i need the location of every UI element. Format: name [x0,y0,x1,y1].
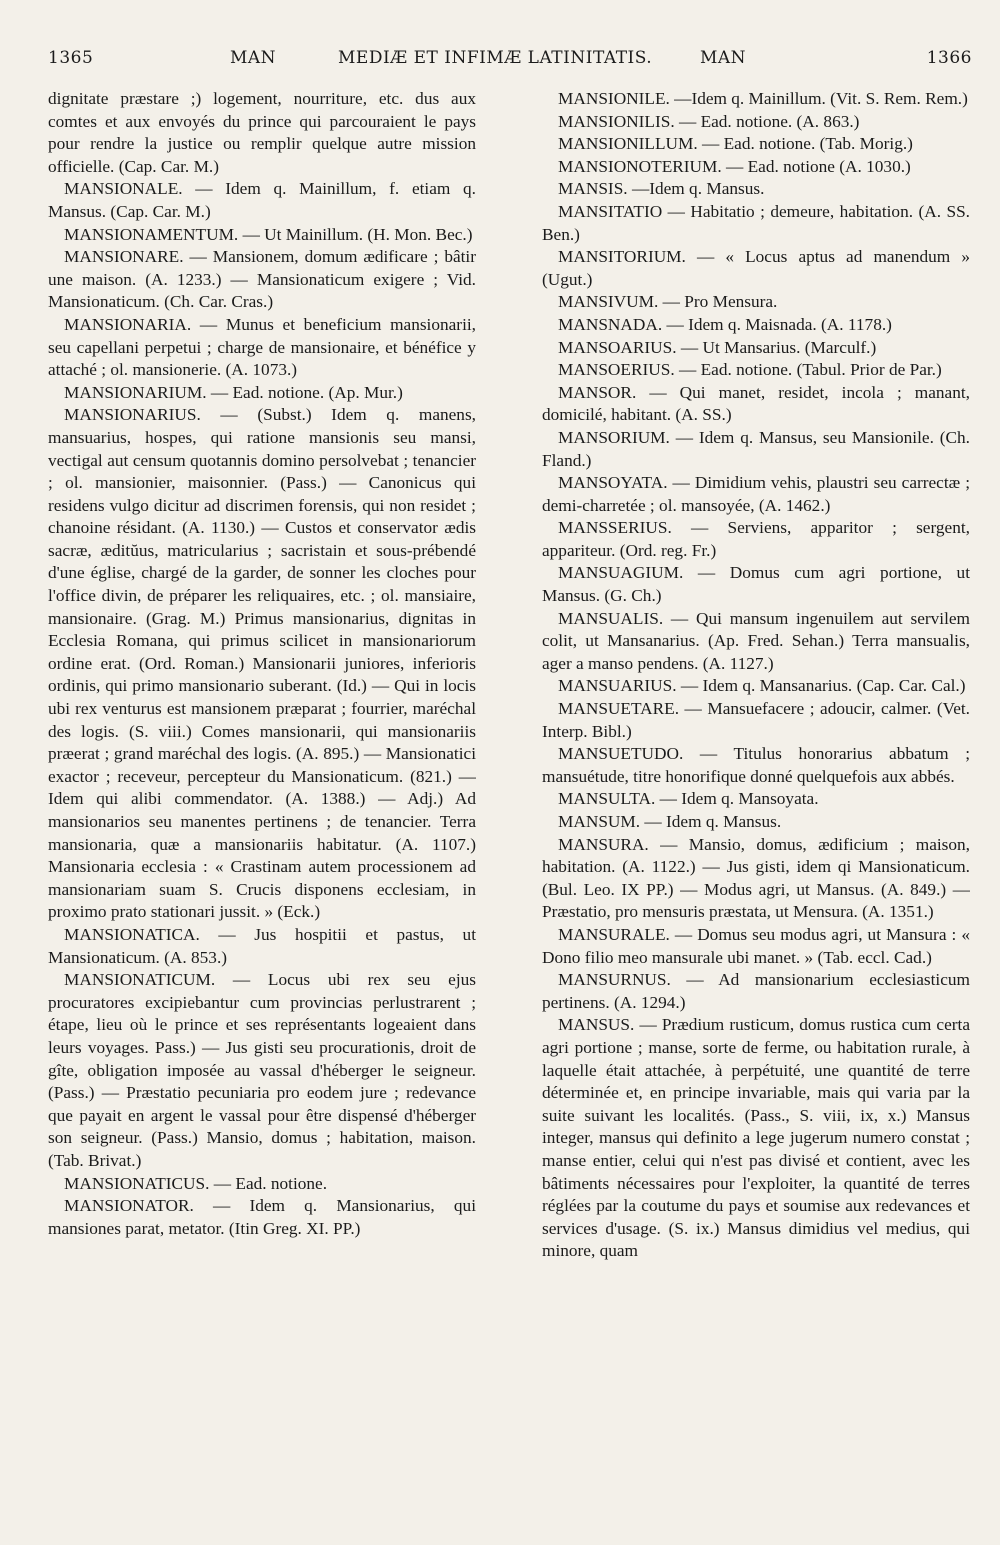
right-running-word: MAN [700,48,747,68]
entry-mansitorium: MANSITORIUM. — « Locus aptus ad manendum » (Ugut.) [542,247,970,289]
running-title: MEDIÆ ET INFIMÆ LATINITATIS. [338,48,653,68]
entry-mansor: MANSOR. — Qui manet, residet, incola ; manant, domicilé, habitant. (A. SS.) [542,382,970,425]
dictionary-columns [48,88,970,1508]
entry-mansitatio: MANSITATIO — Habitatio ; demeure, habitation. (A. SS. Ben.) [542,201,970,244]
entry-mansionarius: MANSIONARIUS. — (Subst.) Idem q. manens, mansuarius, hospes, qui ratione mansionis seu mansi, vectigal aut censum quotannis domino persolvebat ; tenancier ; ol. mansionier, maisonnier. (Pass.) — Canonicus qui residens vulgo dicitur ad discrimen forensis, qui non residet ; chanoine résidant. (A. 1130.) — Custos et conservator ædis sacræ, æditŭus, matricularius ; sacristain et sous-prébendé d'une église, chargé de la garder, de sonner les cloches pour l'office divin, de préparer les reliquaires, etc. ; ol. mansiaire, mansionaire. (Grag. M.) Primus mansionarius, dignitas in Ecclesia Romana, qui primus scilicet in mansionariorum ordine erat. (Ord. Roman.) Mansionarii juniores, inferioris ordinis, qui primo mansionario suberant. (Id.) — Qui in locis ubi rex venturus est mansionem præparat ; fourrier, maréchal des logis. (S. viii.) Comes mansionarii, qui mansionariis præerat ; grand maréchal des logis. (A. 895.) — Mansionatici exactor ; receveur, percepteur du Mansionaticum. (821.) — Idem qui alibi commendator. (A. 1388.) — Adj.) Ad mansionarios seu manentes pertinens ; de tenancier. Terra mansionaria, quæ a mansionariis habitatur. (A. 1107.) Mansionaria ecclesia : « Crastinam autem processionem ad mansionariam suam S. Crucis disponens ecclesiam, in proximo prato stationari jussit. » (Eck.) [48,405,476,922]
entry-mansum: MANSUM. — Idem q. Mansus. [558,812,782,831]
entry-mansura: MANSURA. — Mansio, domus, ædificium ; maison, habitation. (A. 1122.) — Jus gisti, idem qi Mansionaticum. (Bul. Leo. IX PP.) — Modus agri, ut Mansus. (A. 849.) — Præstatio, pro mensuris præstata, ut Mensura. (A. 1351.) [542,834,970,922]
entry-mansuetudo: MANSUETUDO. — Titulus honorarius abbatum ; mansuétude, titre honorifique donné quelquefois aux abbés. [542,744,970,786]
entry-mansis: MANSIS. —Idem q. Mansus. [558,179,765,199]
entry-mansionaria: MANSIONARIA. — Munus et beneficium mansionarii, seu capellani perpetui ; charge de mansionaire, et bénéfice y attaché ; ol. mansionerie. (A. 1073.) [48,314,476,380]
entry-mansus: MANSUS. — Prædium rusticum, domus rustica cum certa agri portione ; manse, sorte de ferme, ou habitation rurale, à laquelle était attachée, à perpétuité, une quantité de terre déterminée et, en principe invariable, mais qui varia par la suite suivant les localités. (Pass., S. viii, ix, x.) Mansus integer, mansus qui definito a lege jugerum numero constat ; manse entier, celui qui n'est pas divisé et contient, avec les bâtiments nécessaires pour l'exploiter, la quantité de terres réglées par la coutume du pays et soumise aux redevances et services d'usage. (S. ix.) Mansus dimidius vel medius, qui minore, quam [542,1015,970,1261]
right-column [542,88,970,1508]
entry-mansnada: MANSNADA. — Idem q. Maisnada. (A. 1178.) [558,314,892,334]
entry-mansionator: MANSIONATOR. — Idem q. Mansionarius, qui mansiones parat, metator. (Itin Greg. XI. PP.) [48,1196,476,1238]
entry-mansionillum: MANSIONILLUM. — Ead. notione. (Tab. Morig.) [558,134,913,154]
entry-mansionatica: MANSIONATICA. — Jus hospitii et pastus, ut Mansionaticum. (A. 853.) [48,924,476,967]
entry-mansionamentum: MANSIONAMENTUM. — Ut Mainillum. (H. Mon. Bec.) [64,224,473,244]
right-page-number: 1366 [926,48,972,68]
entry-mansurale: MANSURALE. — Domus seu modus agri, ut Mansura : « Dono filio meo mansurale ubi manet. » (Tab. eccl. Cad.) [542,924,970,967]
entry-mansivum: MANSIVUM. — Pro Mensura. [558,292,778,312]
entry-mansionilis: MANSIONILIS. — Ead. notione. (A. 863.) [558,111,860,131]
entry-mansulta: MANSULTA. — Idem q. Mansoyata. [558,789,819,809]
entry-mansionarium: MANSIONARIUM. — Ead. notione. (Ap. Mur.) [64,382,403,402]
entry-mansualis: MANSUALIS. — Qui mansum ingenuilem aut servilem colit, ut Mansanarius. (Ap. Fred. Sehan.) Terra mansualis, ager a manso pendens. (A. 1127.) [542,608,970,673]
entry-mansionale: MANSIONALE. — Idem q. Mainillum, f. etiam q. Mansus. (Cap. Car. M.) [48,179,476,221]
entry-mansionaticum: MANSIONATICUM. — Locus ubi rex seu ejus procuratores excipiebantur cum provincias perlustrarent ; étape, lieu où le prince et ses représentants logeaient dans leurs voyages. Pass.) — Jus gisti seu procurationis, droit de gîte, obligation imposée au vassal d'héberger le seigneur. (Pass.) — Præstatio pecuniaria pro eodem jure ; redevance que payait en argent le vassal pour être dispensé d'héberger son seigneur. (Pass.) Mansio, domus ; habitation, maison. (Tab. Brivat.) [48,970,476,1170]
entry-mansoerius: MANSOERIUS. — Ead. notione. (Tabul. Prior de Par.) [558,360,942,380]
entry-mansorium: MANSORIUM. — Idem q. Mansus, seu Mansionile. (Ch. Fland.) [542,427,970,470]
entry-mansionare: MANSIONARE. — Mansionem, domum ædificare ; bâtir une maison. (A. 1233.) — Mansionaticum exigere ; Vid. Mansionaticum. (Ch. Car. Cras.) [48,247,476,312]
entry-mansuagium: MANSUAGIUM. — Domus cum agri portione, ut Mansus. (G. Ch.) [542,563,970,606]
left-running-word: MAN [230,48,277,68]
entry-continuation: dignitate præstare ;) logement, nourriture, etc. dus aux comtes et aux envoyés du prince qui parcouraient le pays pour rendre la justice ou remplir quelque autre mission officielle. (Cap. Car. M.) [48,89,476,176]
entry-mansurnus: MANSURNUS. — Ad mansionarium ecclesiasticum pertinens. (A. 1294.) [542,970,970,1012]
entry-mansionoterium: MANSIONOTERIUM. — Ead. notione (A. 1030.) [558,156,911,176]
page-header [48,48,972,74]
entry-mansuarius: MANSUARIUS. — Idem q. Mansanarius. (Cap. Car. Cal.) [558,676,966,696]
entry-mansoyata: MANSOYATA. — Dimidium vehis, plaustri seu carrectæ ; demi-charretée ; ol. mansoyée, (A. 1462.) [542,473,970,515]
entry-mansoarius: MANSOARIUS. — Ut Mansarius. (Marculf.) [558,337,877,357]
entry-mansserius: MANSSERIUS. — Serviens, apparitor ; sergent, appariteur. (Ord. reg. Fr.) [542,518,970,560]
left-column [48,88,476,1508]
entry-mansionile: MANSIONILE. —Idem q. Mainillum. (Vit. S. Rem. Rem.) [558,89,968,108]
entry-mansuetare: MANSUETARE. — Mansuefacere ; adoucir, calmer. (Vet. Interp. Bibl.) [542,699,970,741]
entry-mansionaticus: MANSIONATICUS. — Ead. notione. [64,1173,328,1193]
left-page-number: 1365 [48,48,94,68]
